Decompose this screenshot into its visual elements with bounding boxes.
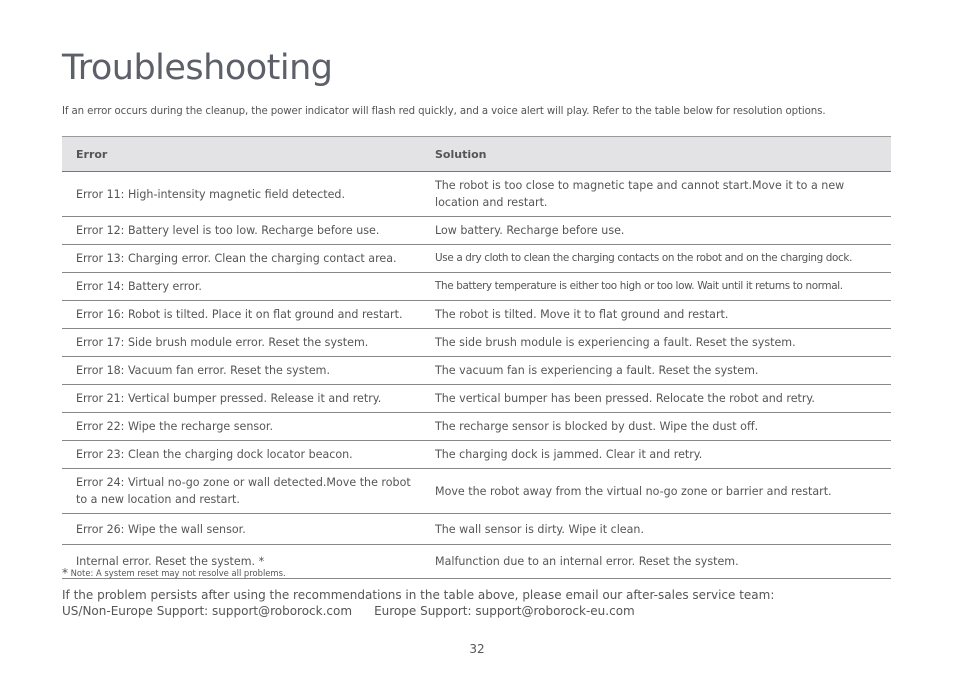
table-row bbox=[62, 469, 891, 514]
footnote bbox=[62, 566, 286, 580]
solution-cell: The vertical bumper has been pressed. Relocate the robot and retry. bbox=[421, 385, 891, 413]
error-cell: Error 21: Vertical bumper pressed. Release it and retry. bbox=[62, 385, 421, 413]
header-solution: Solution bbox=[421, 137, 891, 172]
contact-info bbox=[62, 587, 774, 619]
error-table bbox=[62, 136, 891, 579]
error-cell: Error 11: High-intensity magnetic field detected. bbox=[62, 172, 421, 217]
table-row bbox=[62, 441, 891, 469]
solution-cell: The robot is too close to magnetic tape and cannot start.Move it to a new location and restart. bbox=[421, 172, 891, 217]
us-support-contact[interactable]: US/Non-Europe Support: support@roborock.com bbox=[62, 604, 353, 618]
error-cell: Error 23: Clean the charging dock locator beacon. bbox=[62, 441, 421, 469]
error-cell: Error 22: Wipe the recharge sensor. bbox=[62, 413, 421, 441]
footnote-star: * bbox=[62, 566, 68, 580]
table-row bbox=[62, 217, 891, 245]
solution-cell: The charging dock is jammed. Clear it and retry. bbox=[421, 441, 891, 469]
table-row bbox=[62, 301, 891, 329]
error-cell: Error 24: Virtual no-go zone or wall detected.Move the robot to a new location and restart. bbox=[62, 469, 421, 514]
page-title: Troubleshooting bbox=[62, 48, 333, 88]
footnote-text: A system reset may not resolve all problems. bbox=[96, 568, 286, 578]
contact-intro: If the problem persists after using the recommendations in the table above, please email our after-sales service team: bbox=[62, 588, 775, 602]
footnote-label: Note: bbox=[70, 568, 94, 578]
eu-support-contact[interactable]: Europe Support: support@roborock-eu.com bbox=[374, 604, 635, 618]
error-cell: Error 14: Battery error. bbox=[62, 273, 421, 301]
error-cell: Error 17: Side brush module error. Reset the system. bbox=[62, 329, 421, 357]
solution-cell: The recharge sensor is blocked by dust. Wipe the dust off. bbox=[421, 413, 891, 441]
solution-cell: Use a dry cloth to clean the charging contacts on the robot and on the charging dock. bbox=[421, 245, 891, 273]
error-cell: Error 16: Robot is tilted. Place it on flat ground and restart. bbox=[62, 301, 421, 329]
table-row bbox=[62, 357, 891, 385]
error-cell: Error 26: Wipe the wall sensor. bbox=[62, 514, 421, 545]
solution-cell: Malfunction due to an internal error. Reset the system. bbox=[421, 545, 891, 579]
error-cell: Error 18: Vacuum fan error. Reset the system. bbox=[62, 357, 421, 385]
table-row bbox=[62, 172, 891, 217]
table-row bbox=[62, 273, 891, 301]
page-number: 32 bbox=[469, 642, 485, 656]
solution-cell: Move the robot away from the virtual no-go zone or barrier and restart. bbox=[421, 469, 891, 514]
solution-cell: The vacuum fan is experiencing a fault. Reset the system. bbox=[421, 357, 891, 385]
solution-cell: The battery temperature is either too high or too low. Wait until it returns to normal. bbox=[421, 273, 891, 301]
table-row bbox=[62, 514, 891, 545]
table-header-row bbox=[62, 137, 891, 172]
solution-cell: The wall sensor is dirty. Wipe it clean. bbox=[421, 514, 891, 545]
solution-cell: Low battery. Recharge before use. bbox=[421, 217, 891, 245]
error-cell: Error 12: Battery level is too low. Recharge before use. bbox=[62, 217, 421, 245]
table-row bbox=[62, 245, 891, 273]
table-row bbox=[62, 413, 891, 441]
solution-cell: The robot is tilted. Move it to flat ground and restart. bbox=[421, 301, 891, 329]
table-row bbox=[62, 329, 891, 357]
intro-text: If an error occurs during the cleanup, the power indicator will flash red quickly, and a voice alert will play. Refer to the table below for resolution options. bbox=[62, 106, 826, 117]
error-cell: Error 13: Charging error. Clean the charging contact area. bbox=[62, 245, 421, 273]
header-error: Error bbox=[62, 137, 421, 172]
table-row bbox=[62, 385, 891, 413]
error-cell: Internal error. Reset the system. * bbox=[62, 545, 421, 579]
solution-cell: The side brush module is experiencing a fault. Reset the system. bbox=[421, 329, 891, 357]
